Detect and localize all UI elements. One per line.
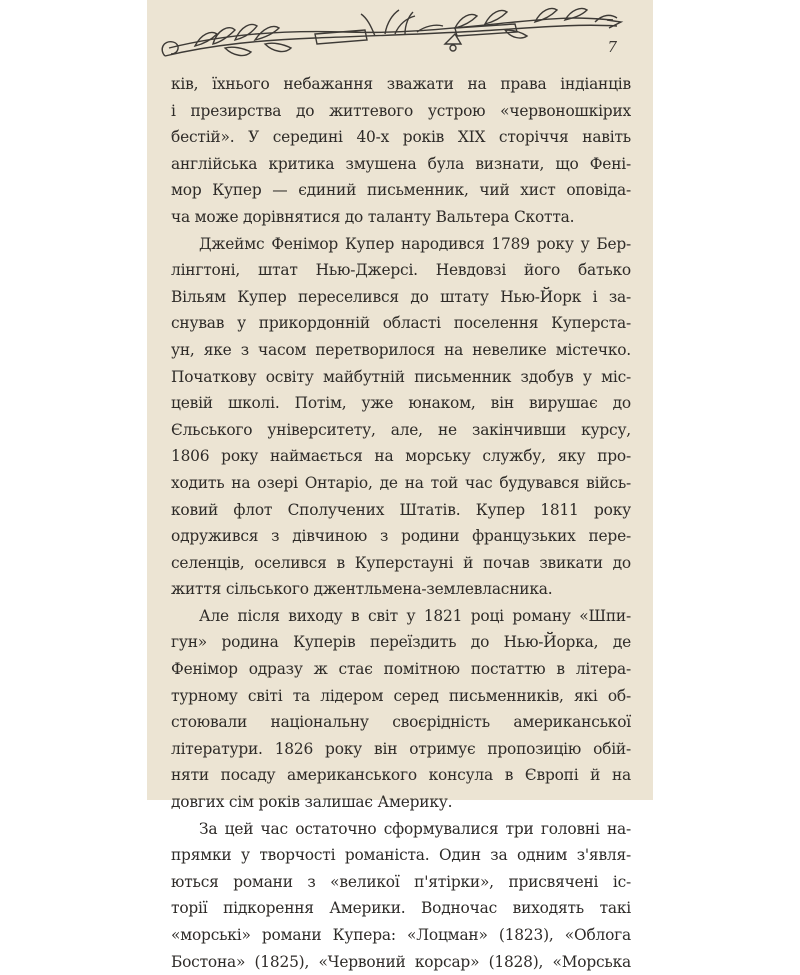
text-line: літератури. 1826 року він отримує пропозицію обій-: [171, 739, 631, 758]
text-line: няти посаду американського консула в Європі й на: [171, 766, 631, 785]
paragraph-2: [171, 231, 631, 603]
text-line: бестій». У середині 40-х років XIX сторіччя навіть: [171, 128, 631, 147]
text-line: 1806 року наймається на морську службу, яку про-: [171, 447, 631, 466]
book-page: [147, 0, 653, 971]
body-text: [171, 71, 631, 975]
text-line: Вільям Купер переселився до штату Нью-Йорк і за-: [171, 287, 631, 306]
text-line: прямки у творчості романіста. Один за одним з'явля-: [171, 846, 631, 865]
text-line: селенців, оселився в Куперстауні й почав звикати до: [171, 553, 631, 572]
text-line: довгих сім років залишає Америку.: [171, 793, 453, 812]
text-line: ча може дорівнятися до таланту Вальтера Скотта.: [171, 207, 575, 226]
paragraph-3: [171, 603, 631, 816]
text-line: стоювали національну своєрідність американської: [171, 713, 631, 732]
text-line: турному світі та лідером серед письменників, які об-: [171, 686, 631, 705]
text-line: ун, яке з часом перетворилося на невелике містечко.: [171, 340, 631, 359]
paragraph-4: [171, 816, 631, 975]
text-line: торії підкорення Америки. Водночас виходять такі: [171, 899, 631, 918]
text-line: Бостона» (1825), «Червоний корсар» (1828), «Морська: [171, 952, 631, 971]
text-line: Початкову освіту майбутній письменник здобув у міс-: [171, 367, 631, 386]
text-line: гун» родина Куперів переїздить до Нью-Йорка, де: [171, 633, 631, 652]
text-line: Фенімор одразу ж стає помітною постаттю в літера-: [171, 660, 631, 679]
floral-branch-ornament-icon: [155, 4, 625, 70]
text-line: снував у прикордонній області поселення Куперста-: [171, 314, 631, 333]
text-line: одружився з дівчиною з родини французьких пере-: [171, 527, 631, 546]
text-line: Але після виходу в світ у 1821 році роману «Шпи-: [199, 606, 631, 625]
text-line: ків, їхнього небажання зважати на права індіанців: [171, 75, 631, 93]
text-line: ковий флот Сполучених Штатів. Купер 1811 року: [171, 500, 631, 519]
text-line: життя сільського джентльмена-землевласника.: [171, 580, 553, 599]
text-line: мор Купер — єдиний письменник, чий хист оповіда-: [171, 181, 631, 200]
text-line: Єльського університету, але, не закінчивши курсу,: [171, 420, 631, 439]
text-line: За цей час остаточно сформувалися три головні на-: [199, 819, 631, 838]
text-line: ходить на озері Онтаріо, де на той час будувався війсь-: [171, 473, 631, 492]
text-line: лінгтоні, штат Нью-Джерсі. Невдовзі його батько: [171, 261, 631, 280]
text-line: і презирства до життевого устрою «червоношкірих: [171, 101, 631, 120]
paragraph-1: [171, 71, 631, 231]
text-line: цевій школі. Потім, уже юнаком, він вирушає до: [171, 394, 631, 413]
text-line: Джеймс Фенімор Купер народився 1789 року у Бер-: [199, 234, 631, 253]
text-line: «морські» романи Купера: «Лоцман» (1823), «Облога: [171, 926, 631, 944]
text-line: англійська критика змушена була визнати, що Фені-: [171, 154, 631, 173]
page-number: 7: [607, 38, 617, 56]
text-line: ються романи з «великої п'ятірки», присвячені іс-: [171, 872, 631, 891]
